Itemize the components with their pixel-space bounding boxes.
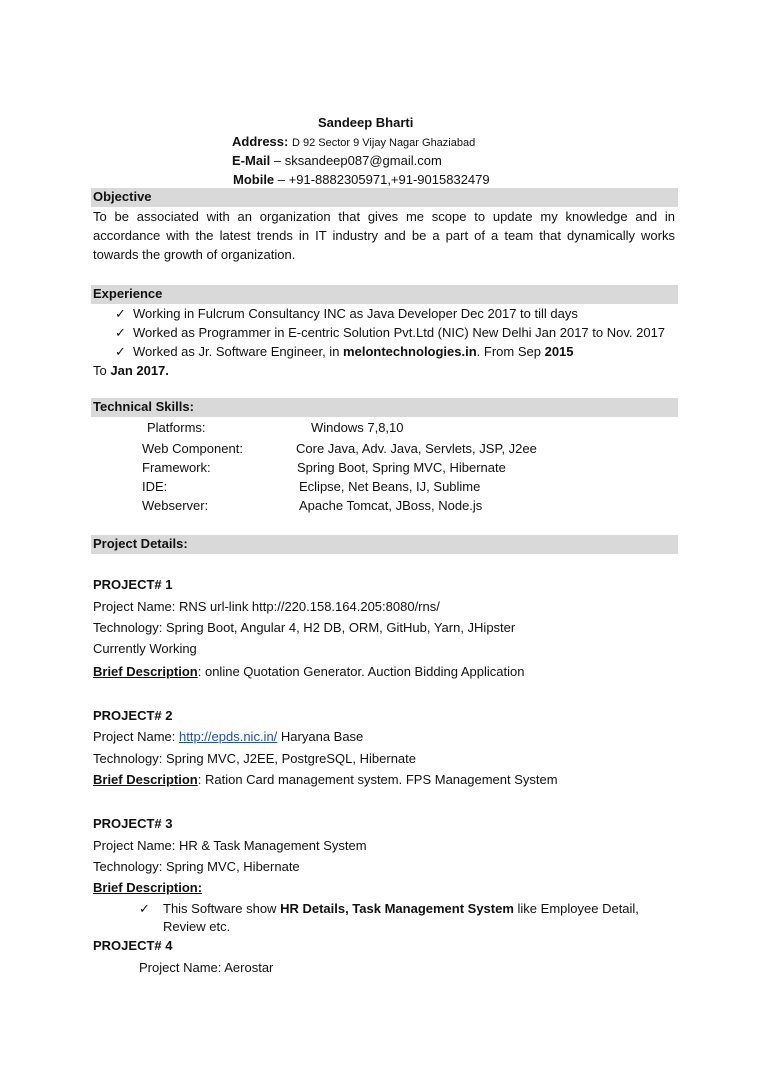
skill-label-framework: Framework: <box>142 460 211 475</box>
experience-item-3-text-a: Worked as Jr. Software Engineer, in <box>133 344 340 359</box>
brief-label: Brief Description <box>93 664 198 679</box>
objective-text: To be associated with an organization that gives me scope to update my knowledge and in accordance with the latest trends in IT industry and be a part of a team that dynamically works towards the growth of organization. <box>93 209 675 262</box>
skills-heading: Technical Skills: <box>93 399 194 414</box>
project-3-name: Project Name: HR & Task Management System <box>93 838 367 853</box>
email-label: E-Mail <box>232 153 271 168</box>
experience-heading-bar <box>91 285 678 304</box>
project-2-brief <box>93 772 558 787</box>
skills-heading-bar <box>91 398 678 417</box>
experience-item-3-start-year: 2015 <box>544 344 574 359</box>
objective-heading-bar <box>91 188 678 207</box>
project-3-bullet-b: HR Details, Task Management System <box>280 901 514 916</box>
projects-heading-bar <box>91 535 678 554</box>
experience-item-3 <box>115 344 574 360</box>
skill-value-web: Core Java, Adv. Java, Servlets, JSP, J2ee <box>296 441 537 456</box>
project-1-brief-text: : online Quotation Generator. Auction Bidding Application <box>197 664 525 679</box>
project-2-link[interactable]: http://epds.nic.in/ <box>179 729 278 744</box>
project-1-name: Project Name: RNS url-link http://220.158.164.205:8080/rns/ <box>93 599 440 614</box>
skill-label-web: Web Component: <box>142 441 243 456</box>
project-4-name: Project Name: Aerostar <box>139 960 274 975</box>
project-1-brief <box>93 664 524 679</box>
project-2-tech: Technology: Spring MVC, J2EE, PostgreSQL, Hibernate <box>93 751 416 766</box>
skill-value-framework: Spring Boot, Spring MVC, Hibernate <box>297 460 506 475</box>
experience-item-3-company: melontechnologies.in <box>343 344 477 359</box>
check-icon: ✓ <box>115 306 126 321</box>
project-3-bullet-a: This Software show <box>163 901 277 916</box>
project-2-name <box>93 729 363 744</box>
experience-item-1 <box>115 306 578 322</box>
address-value: D 92 Sector 9 Vijay Nagar Ghaziabad <box>291 137 476 149</box>
project-2-title: PROJECT# 2 <box>93 708 173 723</box>
experience-item-2 <box>115 325 665 341</box>
experience-item-3-end-date: Jan 2017. <box>110 363 169 378</box>
experience-item-3-to: To <box>93 363 107 378</box>
experience-heading: Experience <box>93 286 163 301</box>
brief-label: Brief Description <box>93 772 198 787</box>
experience-item-2-text: Worked as Programmer in E-centric Solution Pvt.Ltd (NIC) New Delhi Jan 2017 to Nov. 2017 <box>133 325 666 340</box>
check-icon: ✓ <box>115 344 126 359</box>
mobile-value: – +91-8882305971,+91-9015832479 <box>277 172 490 187</box>
project-4-title: PROJECT# 4 <box>93 938 173 953</box>
experience-item-3-end <box>93 363 169 378</box>
project-3-bullet <box>139 901 639 917</box>
project-1-tech: Technology: Spring Boot, Angular 4, H2 DB, ORM, GitHub, Yarn, JHipster <box>93 620 516 635</box>
project-2-name-suffix: Haryana Base <box>280 729 364 744</box>
skill-label-webserver: Webserver: <box>142 498 209 513</box>
skill-label-ide: IDE: <box>142 479 168 494</box>
project-1-status: Currently Working <box>93 641 197 656</box>
project-3-title: PROJECT# 3 <box>93 816 173 831</box>
project-1-title: PROJECT# 1 <box>93 577 173 592</box>
mobile-label: Mobile <box>233 172 275 187</box>
check-icon: ✓ <box>139 901 150 916</box>
project-2-brief-text: : Ration Card management system. FPS Management System <box>197 772 558 787</box>
address-label: Address: <box>232 134 289 149</box>
project-3-tech: Technology: Spring MVC, Hibernate <box>93 859 300 874</box>
mobile-line <box>233 172 490 187</box>
candidate-name: Sandeep Bharti <box>318 115 414 130</box>
experience-item-3-text-c: . From Sep <box>476 344 541 359</box>
skill-label-platforms: Platforms: <box>147 420 206 435</box>
email-line <box>232 153 442 168</box>
project-3-brief-label: Brief Description: <box>93 880 203 895</box>
projects-heading: Project Details: <box>93 536 188 551</box>
experience-item-1-text: Working in Fulcrum Consultancy INC as Java Developer Dec 2017 to till days <box>133 306 578 321</box>
address-line <box>232 134 475 149</box>
skill-value-ide: Eclipse, Net Beans, IJ, Sublime <box>299 479 481 494</box>
check-icon: ✓ <box>115 325 126 340</box>
skill-value-platforms: Windows 7,8,10 <box>311 420 404 435</box>
objective-heading: Objective <box>93 189 152 204</box>
skill-value-webserver: Apache Tomcat, JBoss, Node.js <box>299 498 483 513</box>
project-2-name-prefix: Project Name: <box>93 729 176 744</box>
project-3-bullet-c: like Employee Detail, <box>517 901 639 916</box>
project-3-bullet-d: Review etc. <box>163 919 231 934</box>
email-value: – sksandeep087@gmail.com <box>273 153 442 168</box>
